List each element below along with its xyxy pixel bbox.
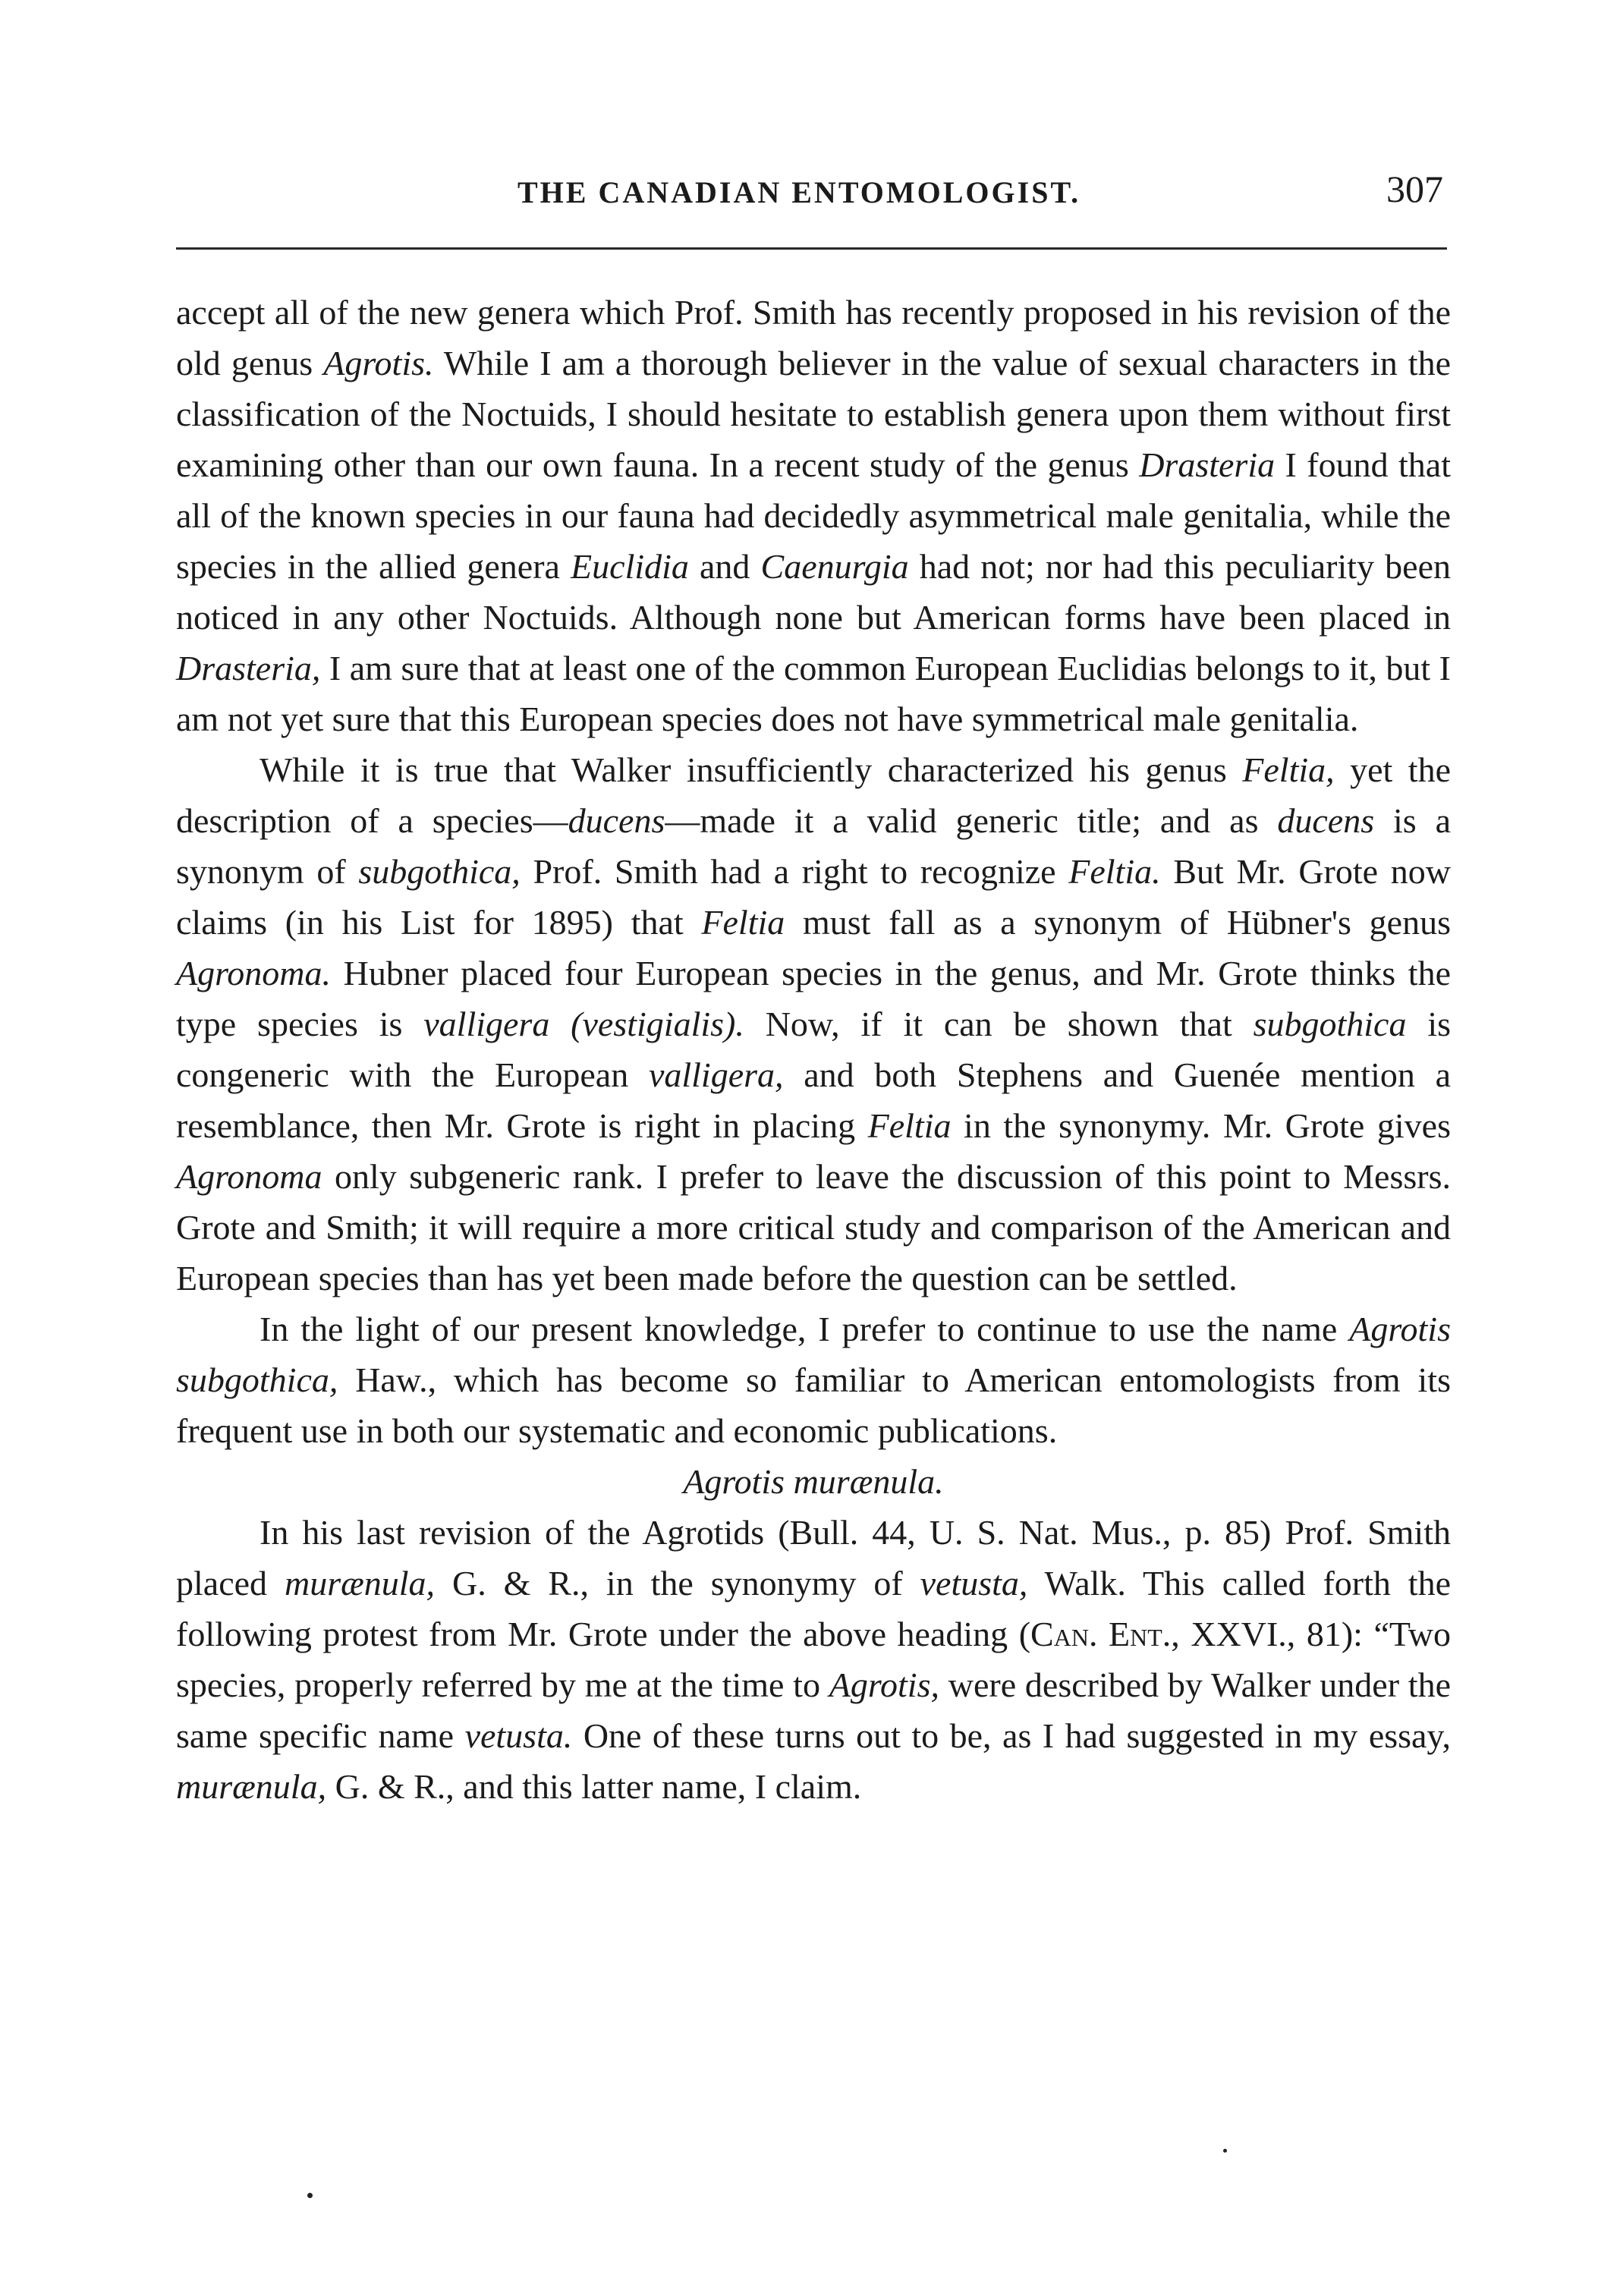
text-run: G. & R., in the synonymy of [435, 1564, 920, 1602]
species-name: valligera (vestigialis). [423, 1005, 744, 1043]
text-run: is a synonym of [176, 801, 1451, 891]
species-name: murænula, [176, 1767, 327, 1806]
section-heading: Agrotis murænula. [683, 1462, 944, 1501]
genus-name: Agrotis, [829, 1665, 939, 1704]
genus-name: Feltia [701, 903, 785, 942]
text-run: were described by Walker under the same specific name [176, 1665, 1451, 1755]
text-run: Prof. Smith had a right to recognize [520, 852, 1069, 891]
paragraph-muraenula [176, 1507, 1451, 1812]
text-run: —made it a valid generic title; and as [665, 801, 1278, 840]
print-speck [1223, 2149, 1227, 2153]
text-run: While it is true that Walker insufficiently characterized his genus [260, 750, 1243, 789]
genus-name: Agronoma. [176, 954, 332, 992]
text-run: and both Stephens and Guenée mention a resemblance, then Mr. Grote is right in placing [176, 1055, 1452, 1145]
text-run: is congeneric with the European [176, 1005, 1451, 1094]
text-run: and [688, 547, 761, 586]
genus-name: Caenurgia [760, 547, 909, 586]
species-name: ducens [1277, 801, 1375, 840]
running-head [176, 152, 1451, 212]
text-run: In his last revision of the Agrotids (Bull. 44, U. S. Nat. Mus., p. 85) Prof. Smith placed [176, 1513, 1451, 1602]
text-run: One of these turns out to be, as I had suggested in my essay, [572, 1716, 1451, 1755]
species-name: vetusta. [464, 1716, 573, 1755]
text-run: I am sure that at least one of the common European Euclidias belongs to it, but I am not yet sure that this European species does not have symmetrical male genitalia. [176, 649, 1451, 738]
genus-name: Drasteria, [176, 649, 321, 687]
text-run: G. & R., and this latter name, I claim. [326, 1767, 862, 1806]
text-run: I found that all of the known species in our fauna had decidedly asymmetrical male genitalia, while the species in the allied genera [176, 445, 1451, 586]
text-run: in the synonymy. Mr. Grote gives [951, 1106, 1452, 1145]
genus-name: Drasteria [1139, 445, 1276, 484]
species-name: Agrotis subgothica, [176, 1310, 1451, 1399]
text-run: In the light of our present knowledge, I prefer to continue to use the name [260, 1310, 1350, 1348]
text-run: Now, if it can be shown that [744, 1005, 1254, 1043]
text-run: But Mr. Grote now claims (in his List for 1895) that [176, 852, 1451, 942]
page [176, 152, 1452, 1806]
text-run: accept all of the new genera which Prof. Smith has recently proposed in his revision of the old genus [176, 293, 1451, 382]
species-name: vetusta, [920, 1564, 1028, 1602]
text-run: yet the description of a species— [176, 750, 1451, 840]
text-run: Haw., which has become so familiar to American entomologists from its frequent use in both our systematic and economic publications. [176, 1360, 1451, 1450]
text-run: must fall as a synonym of Hübner's genus [785, 903, 1451, 942]
species-name: subgothica, [358, 852, 521, 891]
header-rule [176, 247, 1447, 250]
body-text [176, 287, 1451, 1812]
genus-name: Feltia [867, 1106, 952, 1145]
genus-name: Feltia, [1242, 750, 1335, 789]
paragraph-subgothica [176, 1304, 1451, 1456]
text-run: only subgeneric rank. I prefer to leave the discussion of this point to Messrs. Grote and Smith; it will require a more critical study and comparison of the American and European species than has yet been made before the question can be settled. [176, 1157, 1451, 1297]
genus-name: Euclidia [571, 547, 689, 586]
species-name: murænula, [284, 1564, 436, 1602]
running-title: THE CANADIAN ENTOMOLOGIST. [517, 175, 1081, 209]
paragraph-genera-revision [176, 287, 1451, 744]
genus-name: Agrotis. [323, 344, 434, 382]
genus-name: Feltia. [1068, 852, 1161, 891]
paragraph-feltia [176, 744, 1451, 1304]
species-name: ducens [568, 801, 665, 840]
text-run: Walk. This called forth the following protest from Mr. Grote under the above heading ( [176, 1564, 1451, 1653]
text-run: , XXVI., 81): “Two species, properly referred by me at the time to [176, 1615, 1452, 1704]
species-name: valligera, [648, 1055, 784, 1094]
text-run: had not; nor had this peculiarity been noticed in any other Noctuids. Although none but American forms have been placed in [176, 547, 1451, 637]
species-name: subgothica [1253, 1005, 1407, 1043]
text-run: Hubner placed four European species in the genus, and Mr. Grote thinks the type species is [176, 954, 1451, 1043]
print-speck [307, 2193, 313, 2198]
journal-abbreviation: Can. Ent. [1030, 1615, 1172, 1653]
text-run: While I am a thorough believer in the value of sexual characters in the classification of the Noctuids, I should hesitate to establish genera upon them without first examining other than our own fauna. In a recent study of the genus [176, 344, 1452, 484]
page-number: 307 [1386, 168, 1443, 210]
genus-name: Agronoma [176, 1157, 322, 1196]
